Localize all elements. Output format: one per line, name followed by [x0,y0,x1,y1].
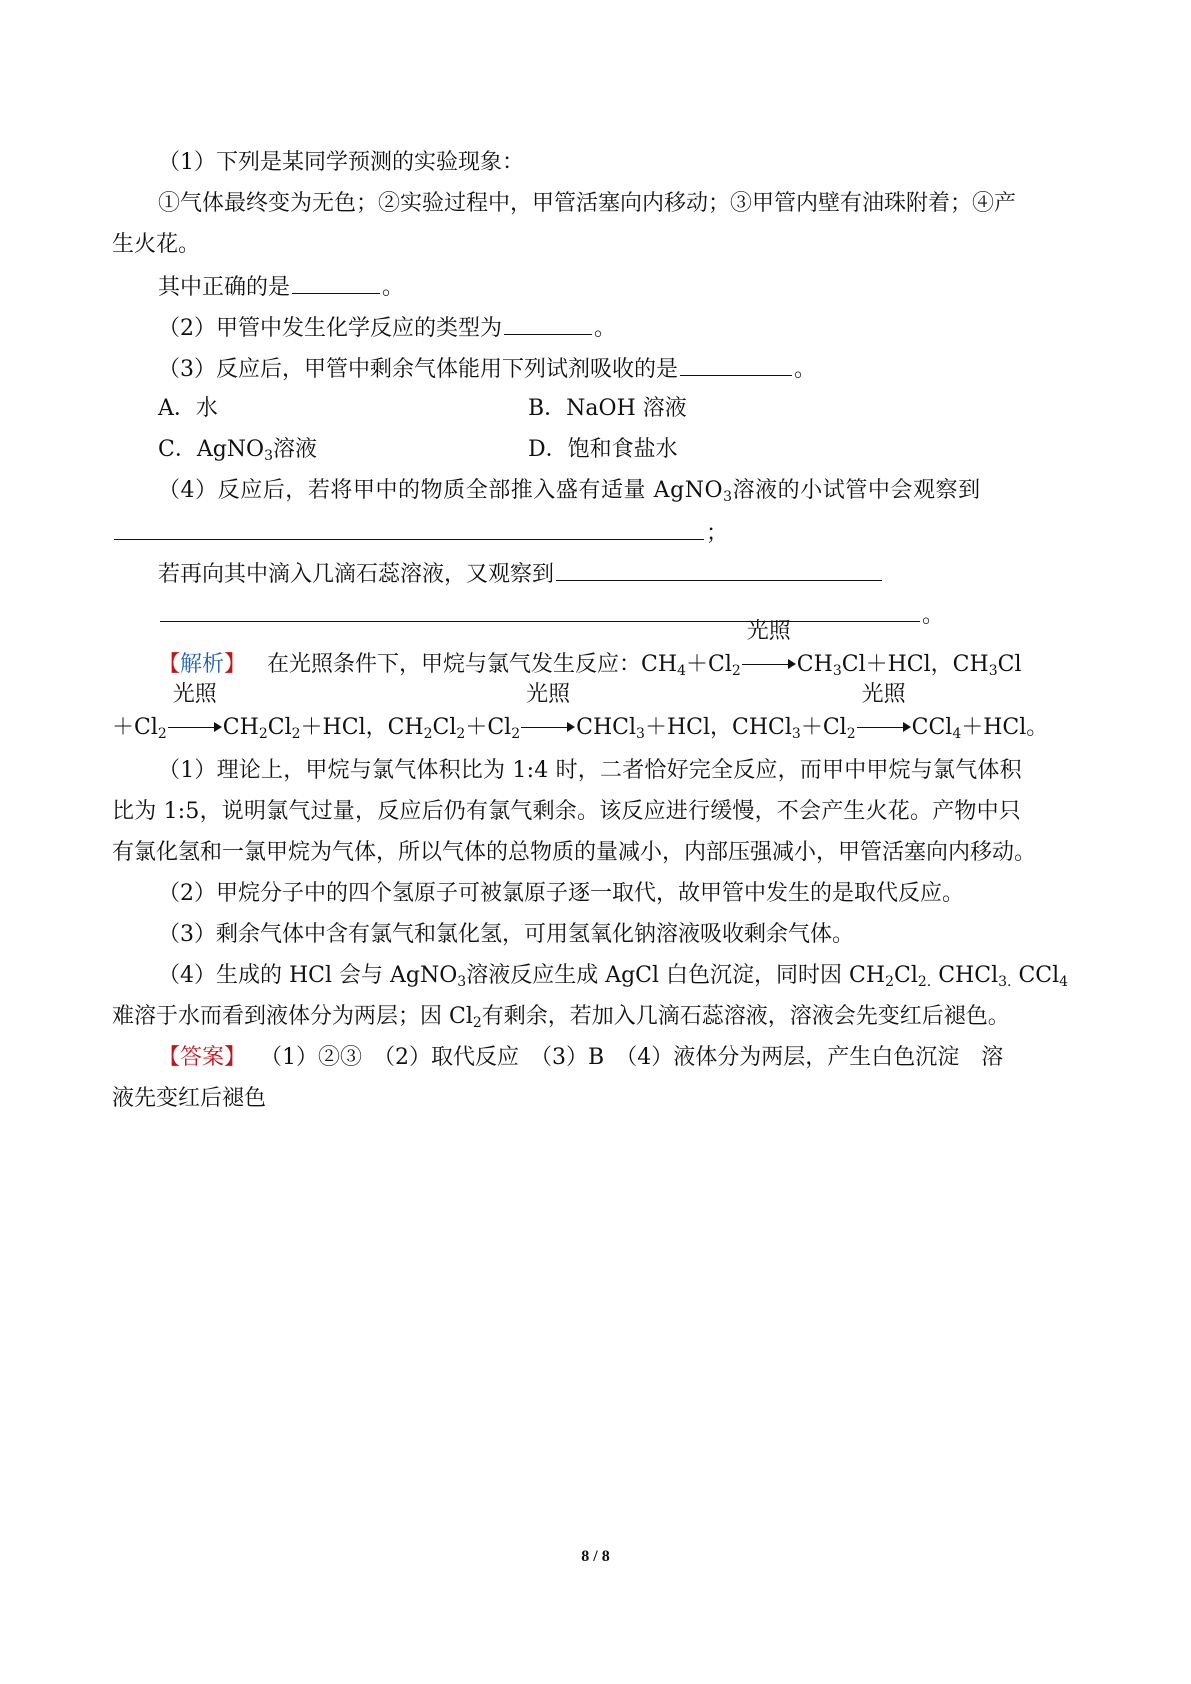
q1-items-line2: 生火花。 [112,232,201,257]
q2-suffix: 。 [594,316,617,341]
reaction-arrow-2 [168,682,222,734]
eq2-text: ＋Cl [465,715,512,740]
analysis-bracket-close: 】 [224,652,247,677]
eq1-product-1: CH [796,652,833,677]
analysis-p1-line3: 有氯化氢和一氯甲烷为气体，所以气体的总物质的量减小，内部压强减小，甲管活塞向内移动。 [112,840,1037,865]
q4-line1 [158,476,981,506]
eq2-text: CCl [911,715,953,740]
q4-line2-suffix: ； [706,521,729,546]
q1-items-line1: ①气体最终变为无色；②实验过程中，甲管活塞向内移动；③甲管内壁有油珠附着；④产 [158,191,1017,216]
q4-line1-sub: 3 [723,489,733,505]
q1-correct-line [158,271,404,303]
answer-tag: 答案 [180,1045,225,1070]
eq2-sub: 2 [423,726,433,742]
eq2-reactant: ＋Cl [112,715,158,740]
answer-line2: 液先变红后褪色 [112,1086,267,1111]
q1-correct-suffix: 。 [382,275,405,300]
eq2-sub: 4 [952,726,962,742]
eq2-text: Cl [432,715,457,740]
q4-line4 [158,599,944,631]
analysis-p4-sub: 3 [457,974,467,990]
analysis-p4-sub: 3. [998,974,1012,990]
analysis-p4-text: （4）生成的 HCl 会与 AgNO [158,963,458,988]
analysis-p4-line1 [158,961,1068,991]
analysis-p1-line1: （1）理论上，甲烷与氯气体积比为 1:4 时，二者恰好完全反应，而甲中甲烷与氯气体积 [158,758,1022,783]
analysis-p4-line2 [112,1002,1010,1032]
reaction-condition: 光照 [172,682,217,707]
eq2-sub: 2 [846,726,856,742]
q3-option-c-post: 溶液 [273,437,318,462]
q2-answer-blank[interactable] [504,312,592,335]
q3-prefix: （3）反应后，甲管中剩余气体能用下列试剂吸收的是 [158,357,678,382]
q4-line1-post: 溶液的小试管中会观察到 [732,478,981,503]
q3-line [158,353,816,385]
analysis-p4-text: 难溶于水而看到液体分为两层；因 Cl [112,1004,473,1029]
eq2-text: CHCl [576,715,637,740]
analysis-p3: （3）剩余气体中含有氯气和氯化氢，可用氢氧化钠溶液吸收剩余气体。 [158,922,854,947]
q1-title: （1）下列是某同学预测的实验现象： [158,150,524,175]
q3-option-a: A．水 [158,396,218,421]
eq2-sub: 2 [456,726,466,742]
answer-line1 [158,1043,1003,1073]
q4-line3-prefix: 若再向其中滴入几滴石蕊溶液，又观察到 [158,562,555,587]
answer-bracket-close: 】 [224,1045,247,1070]
analysis-p4-text: 溶液反应生成 AgCl 白色沉淀，同时因 CH [466,963,886,988]
q4-answer-blank-1[interactable] [114,517,704,540]
eq1-reactant-1: CH [641,652,678,677]
analysis-bracket-open: 【 [158,652,181,677]
reaction-arrow-3 [521,682,575,734]
eq2-text: ＋Cl [800,715,847,740]
eq1-reactant-2: ＋Cl [686,652,732,677]
q3-option-c [158,435,317,465]
eq2-sub: 2 [157,726,167,742]
eq1-sub: 4 [677,663,686,679]
page-number: 8 / 8 [581,1548,610,1565]
analysis-p1-line2: 比为 1:5，说明氯气过量，反应后仍有氯气剩余。该反应进行缓慢，不会产生火花。产物中只 [112,799,1022,824]
answer-bracket-open: 【 [158,1045,181,1070]
q1-correct-prefix: 其中正确的是 [158,275,291,300]
eq2-sub: 3 [791,726,801,742]
analysis-p4-sub: 2 [472,1015,482,1031]
analysis-p4-text: Cl [893,963,918,988]
analysis-tag: 解析 [180,652,225,677]
eq2-sub: 2 [511,726,521,742]
q3-option-d: D．饱和食盐水 [528,437,678,462]
q3-answer-blank[interactable] [680,353,792,376]
q3-option-c-sub: 3 [264,448,274,464]
eq2-text: ＋HCl。 [961,715,1049,740]
eq2-text: CH [222,715,259,740]
reaction-arrow-4 [857,682,911,734]
analysis-line2 [112,682,1049,743]
eq2-text: Cl [267,715,292,740]
analysis-p2: （2）甲烷分子中的四个氢原子可被氯原子逐一取代，故甲管中发生的是取代反应。 [158,881,964,906]
q4-line1-pre: （4）反应后，若将甲中的物质全部推入盛有适量 AgNO [158,478,724,503]
eq2-sub: 2 [258,726,268,742]
analysis-p4-sub: 4 [1059,974,1069,990]
q4-answer-blank-3[interactable] [160,599,920,622]
eq2-text: ＋HCl，CH [300,715,424,740]
q3-suffix: 。 [794,357,817,382]
analysis-intro: 在光照条件下，甲烷与氯气发生反应： [267,652,642,677]
eq1-product-3: Cl [997,652,1022,677]
analysis-p4-text: CCl [1018,963,1060,988]
eq1-product-2: Cl＋HCl，CH [841,652,989,677]
q2-line [158,312,616,344]
reaction-condition: 光照 [746,619,791,644]
reaction-condition: 光照 [526,682,571,707]
reaction-arrow-1 [742,619,796,671]
q4-line3 [158,558,884,590]
eq1-sub: 2 [731,663,741,679]
answer-text-line1: （1）②③ （2）取代反应 （3）B （4）液体分为两层，产生白色沉淀 溶 [260,1045,1004,1070]
eq2-sub: 3 [636,726,645,742]
q4-answer-blank-2[interactable] [556,558,882,581]
q4-line2 [112,517,728,549]
analysis-p4-text: 有剩余，若加入几滴石蕊溶液，溶液会先变红后褪色。 [481,1004,1010,1029]
analysis-line1 [158,619,1022,680]
eq1-sub: 3 [832,663,842,679]
reaction-condition: 光照 [861,682,906,707]
analysis-p4-text: CHCl [938,963,999,988]
q1-answer-blank[interactable] [292,271,380,294]
eq2-sub: 2 [291,726,301,742]
eq2-text: ＋HCl，CHCl [644,715,792,740]
q3-option-c-text: C．AgNO [158,437,265,462]
q2-prefix: （2）甲管中发生化学反应的类型为 [158,316,502,341]
q3-option-b: B．NaOH 溶液 [528,396,687,421]
q4-line4-suffix: 。 [922,603,945,628]
analysis-p4-sub: 2 [885,974,894,990]
analysis-p4-sub: 2. [917,974,932,990]
eq1-sub: 3 [988,663,998,679]
